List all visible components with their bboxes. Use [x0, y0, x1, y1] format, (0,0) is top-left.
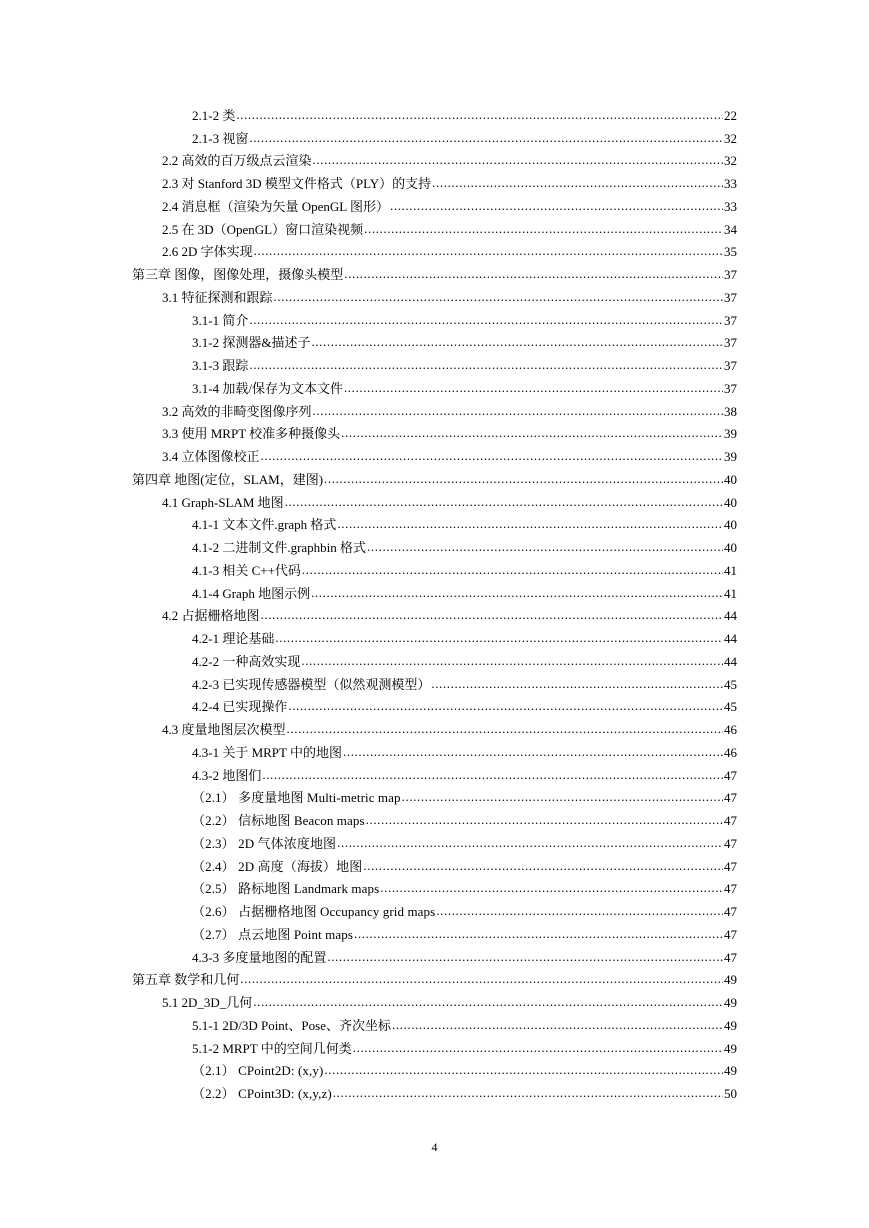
dot-leader	[366, 814, 723, 827]
dot-leader	[274, 291, 723, 304]
toc-entry[interactable]	[0, 241, 737, 264]
toc-entry-label: 4.1-2 二进制文件.graphbin 格式	[192, 540, 367, 556]
dot-leader	[311, 587, 723, 600]
toc-entry-label: （2.1） 多度量地图 Multi-metric map	[192, 790, 401, 806]
toc-entry-page-number: 47	[724, 926, 737, 942]
dot-leader	[313, 154, 723, 167]
toc-entry-page-number: 37	[724, 312, 737, 328]
toc-entry[interactable]	[0, 1014, 737, 1037]
toc-entry-label: 5.1-2 MRPT 中的空间几何类	[192, 1040, 352, 1056]
toc-entry[interactable]	[0, 559, 737, 582]
toc-entry-page-number: 40	[724, 517, 737, 533]
dot-leader	[313, 405, 723, 418]
dot-leader	[236, 109, 723, 122]
toc-entry[interactable]	[0, 377, 737, 400]
toc-entry-page-number: 39	[724, 449, 737, 465]
toc-entry[interactable]	[0, 878, 737, 901]
dot-leader	[262, 769, 723, 782]
toc-entry-label: （2.1） CPoint2D: (x,y)	[192, 1063, 324, 1079]
toc-entry-label: 3.1 特征探测和跟踪	[162, 289, 273, 305]
toc-entry-label: 4.2-4 已实现操作	[192, 699, 288, 715]
dot-leader	[261, 609, 723, 622]
dot-leader	[432, 177, 723, 190]
dot-leader	[249, 132, 723, 145]
toc-entry[interactable]	[0, 514, 737, 537]
toc-entry[interactable]	[0, 445, 737, 468]
toc-entry-label: （2.4） 2D 高度（海拔）地图	[192, 858, 363, 874]
toc-entry-label: 5.1 2D_3D_几何	[162, 995, 253, 1011]
toc-entry-label: 4.1 Graph-SLAM 地图	[162, 494, 284, 510]
toc-entry-page-number: 49	[724, 1017, 737, 1033]
toc-entry[interactable]	[0, 969, 737, 992]
toc-entry-page-number: 45	[724, 676, 737, 692]
dot-leader	[344, 268, 723, 281]
dot-leader	[392, 1019, 723, 1032]
toc-entry-page-number: 50	[724, 1086, 737, 1102]
toc-entry[interactable]	[0, 718, 737, 741]
dot-leader	[302, 564, 723, 577]
toc-entry[interactable]	[0, 809, 737, 832]
toc-entry[interactable]	[0, 627, 737, 650]
toc-entry-label: 4.1-3 相关 C++代码	[192, 562, 301, 578]
dot-leader	[287, 723, 723, 736]
toc-entry-label: （2.3） 2D 气体浓度地图	[192, 835, 337, 851]
toc-entry[interactable]	[0, 468, 737, 491]
toc-entry-page-number: 34	[724, 221, 737, 237]
toc-entry[interactable]	[0, 650, 737, 673]
toc-entry-page-number: 37	[724, 289, 737, 305]
dot-leader	[333, 1087, 723, 1100]
toc-entry-page-number: 47	[724, 881, 737, 897]
toc-entry-label: 2.4 消息框（渲染为矢量 OpenGL 图形）	[162, 198, 390, 214]
toc-entry-label: 第四章 地图(定位，SLAM，建图)	[132, 471, 324, 487]
toc-entry[interactable]	[0, 536, 737, 559]
toc-entry[interactable]	[0, 787, 737, 810]
dot-leader	[337, 518, 723, 531]
dot-leader	[354, 928, 723, 941]
toc-entry-label: （2.5） 路标地图 Landmark maps	[192, 881, 380, 897]
toc-entry-label: 3.1-3 跟踪	[192, 358, 249, 374]
toc-entry[interactable]	[0, 696, 737, 719]
dot-leader	[337, 837, 723, 850]
toc-entry-label: 第五章 数学和几何	[132, 972, 240, 988]
toc-entry-label: 4.2-3 已实现传感器模型（似然观测模型）	[192, 676, 431, 692]
dot-leader	[249, 314, 723, 327]
dot-leader	[324, 1064, 723, 1077]
dot-leader	[253, 996, 723, 1009]
dot-leader	[324, 473, 723, 486]
toc-entry-page-number: 47	[724, 813, 737, 829]
toc-entry-page-number: 40	[724, 494, 737, 510]
toc-entry-label: 3.1-2 探测器&描述子	[192, 335, 311, 351]
toc-entry-page-number: 44	[724, 631, 737, 647]
toc-entry-page-number: 40	[724, 540, 737, 556]
toc-entry-label: 4.3 度量地图层次模型	[162, 722, 286, 738]
toc-entry[interactable]	[0, 991, 737, 1014]
toc-entry-label: 4.2-2 一种高效实现	[192, 653, 301, 669]
dot-leader	[341, 427, 723, 440]
toc-entry-page-number: 41	[724, 562, 737, 578]
toc-entry-label: 3.1-4 加载/保存为文本文件	[192, 380, 343, 396]
toc-entry-page-number: 47	[724, 767, 737, 783]
toc-entry-page-number: 45	[724, 699, 737, 715]
toc-entry-label: 2.6 2D 字体实现	[162, 244, 253, 260]
toc-entry-page-number: 47	[724, 904, 737, 920]
toc-entry-label: 2.1-3 视窗	[192, 130, 249, 146]
toc-entry-page-number: 37	[724, 380, 737, 396]
dot-leader	[301, 655, 723, 668]
dot-leader	[288, 700, 723, 713]
toc-entry-label: （2.2） 信标地图 Beacon maps	[192, 813, 365, 829]
dot-leader	[311, 336, 723, 349]
dot-leader	[364, 223, 723, 236]
toc-entry-page-number: 41	[724, 585, 737, 601]
toc-entry[interactable]	[0, 332, 737, 355]
dot-leader	[240, 973, 723, 986]
toc-entry[interactable]	[0, 582, 737, 605]
toc-entry[interactable]	[0, 1060, 737, 1083]
toc-entry[interactable]	[0, 172, 737, 195]
toc-entry[interactable]	[0, 491, 737, 514]
dot-leader	[343, 746, 723, 759]
toc-entry-page-number: 40	[724, 471, 737, 487]
dot-leader	[431, 678, 723, 691]
toc-entry-page-number: 47	[724, 858, 737, 874]
dot-leader	[275, 632, 723, 645]
toc-entry-label: 4.1-4 Graph 地图示例	[192, 585, 311, 601]
toc-entry[interactable]	[0, 309, 737, 332]
toc-entry[interactable]	[0, 741, 737, 764]
dot-leader	[249, 359, 723, 372]
toc-entry-page-number: 47	[724, 835, 737, 851]
toc-entry[interactable]	[0, 400, 737, 423]
toc-entry-page-number: 39	[724, 426, 737, 442]
toc-entry[interactable]	[0, 923, 737, 946]
dot-leader	[402, 791, 723, 804]
toc-entry-label: 5.1-1 2D/3D Point、Pose、齐次坐标	[192, 1017, 391, 1033]
toc-entry[interactable]	[0, 1082, 737, 1105]
toc-entry[interactable]	[0, 764, 737, 787]
toc-entry[interactable]	[0, 195, 737, 218]
toc-entry[interactable]	[0, 127, 737, 150]
table-of-contents	[0, 104, 869, 1105]
toc-entry[interactable]	[0, 855, 737, 878]
toc-entry-label: 4.2-1 理论基础	[192, 631, 275, 647]
toc-entry-label: （2.6） 占据栅格地图 Occupancy grid maps	[192, 904, 436, 920]
dot-leader	[261, 450, 723, 463]
page-number: 4	[431, 1140, 438, 1154]
toc-entry[interactable]	[0, 832, 737, 855]
toc-entry[interactable]	[0, 900, 737, 923]
toc-entry[interactable]	[0, 150, 737, 173]
toc-entry-page-number: 32	[724, 153, 737, 169]
dot-leader	[344, 382, 723, 395]
toc-entry-page-number: 35	[724, 244, 737, 260]
toc-entry-label: 2.2 高效的百万级点云渲染	[162, 153, 312, 169]
dot-leader	[327, 951, 723, 964]
toc-entry-page-number: 37	[724, 358, 737, 374]
toc-entry-page-number: 33	[724, 198, 737, 214]
dot-leader	[436, 905, 723, 918]
toc-entry[interactable]	[0, 354, 737, 377]
toc-entry-label: 4.3-1 关于 MRPT 中的地图	[192, 744, 342, 760]
toc-entry-label: 2.1-2 类	[192, 107, 236, 123]
dot-leader	[285, 496, 723, 509]
toc-entry-label: 3.2 高效的非畸变图像序列	[162, 403, 312, 419]
toc-entry-label: 4.2 占据栅格地图	[162, 608, 260, 624]
toc-entry[interactable]	[0, 218, 737, 241]
toc-entry-label: 4.3-2 地图们	[192, 767, 262, 783]
toc-entry[interactable]	[0, 946, 737, 969]
toc-entry[interactable]	[0, 286, 737, 309]
toc-entry-label: 4.1-1 文本文件.graph 格式	[192, 517, 337, 533]
toc-entry-label: 3.4 立体图像校正	[162, 449, 260, 465]
toc-entry-label: 第三章 图像，图像处理，摄像头模型	[132, 267, 344, 283]
toc-entry-page-number: 47	[724, 790, 737, 806]
toc-entry-label: （2.7） 点云地图 Point maps	[192, 926, 353, 942]
toc-entry[interactable]	[0, 263, 737, 286]
dot-leader	[380, 882, 723, 895]
toc-entry-label: 2.3 对 Stanford 3D 模型文件格式（PLY）的支持	[162, 176, 432, 192]
toc-entry-page-number: 37	[724, 267, 737, 283]
toc-entry-page-number: 44	[724, 608, 737, 624]
toc-entry-page-number: 49	[724, 1040, 737, 1056]
toc-entry[interactable]	[0, 673, 737, 696]
toc-entry-page-number: 44	[724, 653, 737, 669]
toc-entry-page-number: 46	[724, 722, 737, 738]
toc-entry-label: （2.2） CPoint3D: (x,y,z)	[192, 1086, 332, 1102]
dot-leader	[254, 245, 723, 258]
toc-entry[interactable]	[0, 1037, 737, 1060]
toc-entry[interactable]	[0, 104, 737, 127]
toc-entry-page-number: 33	[724, 176, 737, 192]
toc-entry-page-number: 37	[724, 335, 737, 351]
dot-leader	[363, 860, 723, 873]
toc-entry-label: 3.3 使用 MRPT 校准多种摄像头	[162, 426, 341, 442]
toc-entry-page-number: 49	[724, 995, 737, 1011]
toc-entry-label: 2.5 在 3D（OpenGL）窗口渲染视频	[162, 221, 364, 237]
toc-entry[interactable]	[0, 423, 737, 446]
toc-entry-page-number: 32	[724, 130, 737, 146]
toc-entry-page-number: 49	[724, 972, 737, 988]
toc-entry-page-number: 38	[724, 403, 737, 419]
toc-entry-page-number: 47	[724, 949, 737, 965]
dot-leader	[353, 1042, 723, 1055]
dot-leader	[390, 200, 723, 213]
toc-entry-label: 3.1-1 简介	[192, 312, 249, 328]
toc-entry-page-number: 22	[724, 107, 737, 123]
toc-entry-label: 4.3-3 多度量地图的配置	[192, 949, 327, 965]
toc-entry-page-number: 46	[724, 744, 737, 760]
dot-leader	[367, 541, 723, 554]
toc-entry[interactable]	[0, 605, 737, 628]
toc-entry-page-number: 49	[724, 1063, 737, 1079]
